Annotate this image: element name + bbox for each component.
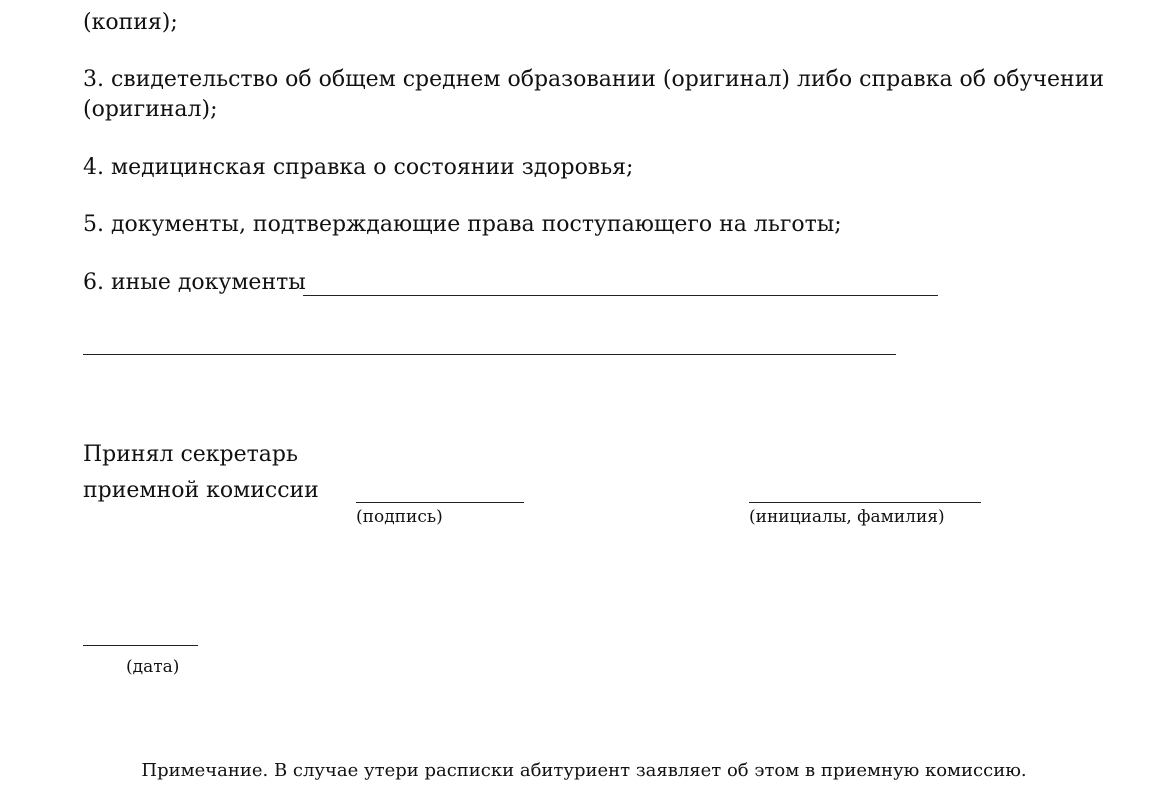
name-blank-line	[749, 502, 981, 503]
name-caption: (инициалы, фамилия)	[749, 507, 945, 527]
footnote-note: Примечание. В случае утери расписки абитуриент заявляет об этом в приемную комиссию.	[141, 760, 1027, 781]
signature-caption: (подпись)	[356, 507, 443, 527]
date-blank-line	[83, 645, 198, 646]
item-3-line-2: (оригинал);	[83, 97, 218, 122]
signature-blank-line	[356, 502, 524, 503]
item-3-line-1: 3. свидетельство об общем среднем образовании (оригинал) либо справка об обучении	[83, 67, 1105, 92]
item-5-text: 5. документы, подтверждающие права поступающего на льготы;	[83, 212, 842, 237]
date-caption: (дата)	[126, 657, 180, 677]
other-documents-blank-line-2	[83, 354, 896, 355]
copy-tail-text: (копия);	[83, 10, 178, 35]
other-documents-blank-line	[303, 295, 938, 296]
accepted-by-line-2: приемной комиссии	[83, 478, 319, 503]
item-4-text: 4. медицинская справка о состоянии здоровья;	[83, 155, 634, 180]
accepted-by-line-1: Принял секретарь	[83, 442, 298, 467]
item-6-label: 6. иные документы	[83, 270, 306, 295]
